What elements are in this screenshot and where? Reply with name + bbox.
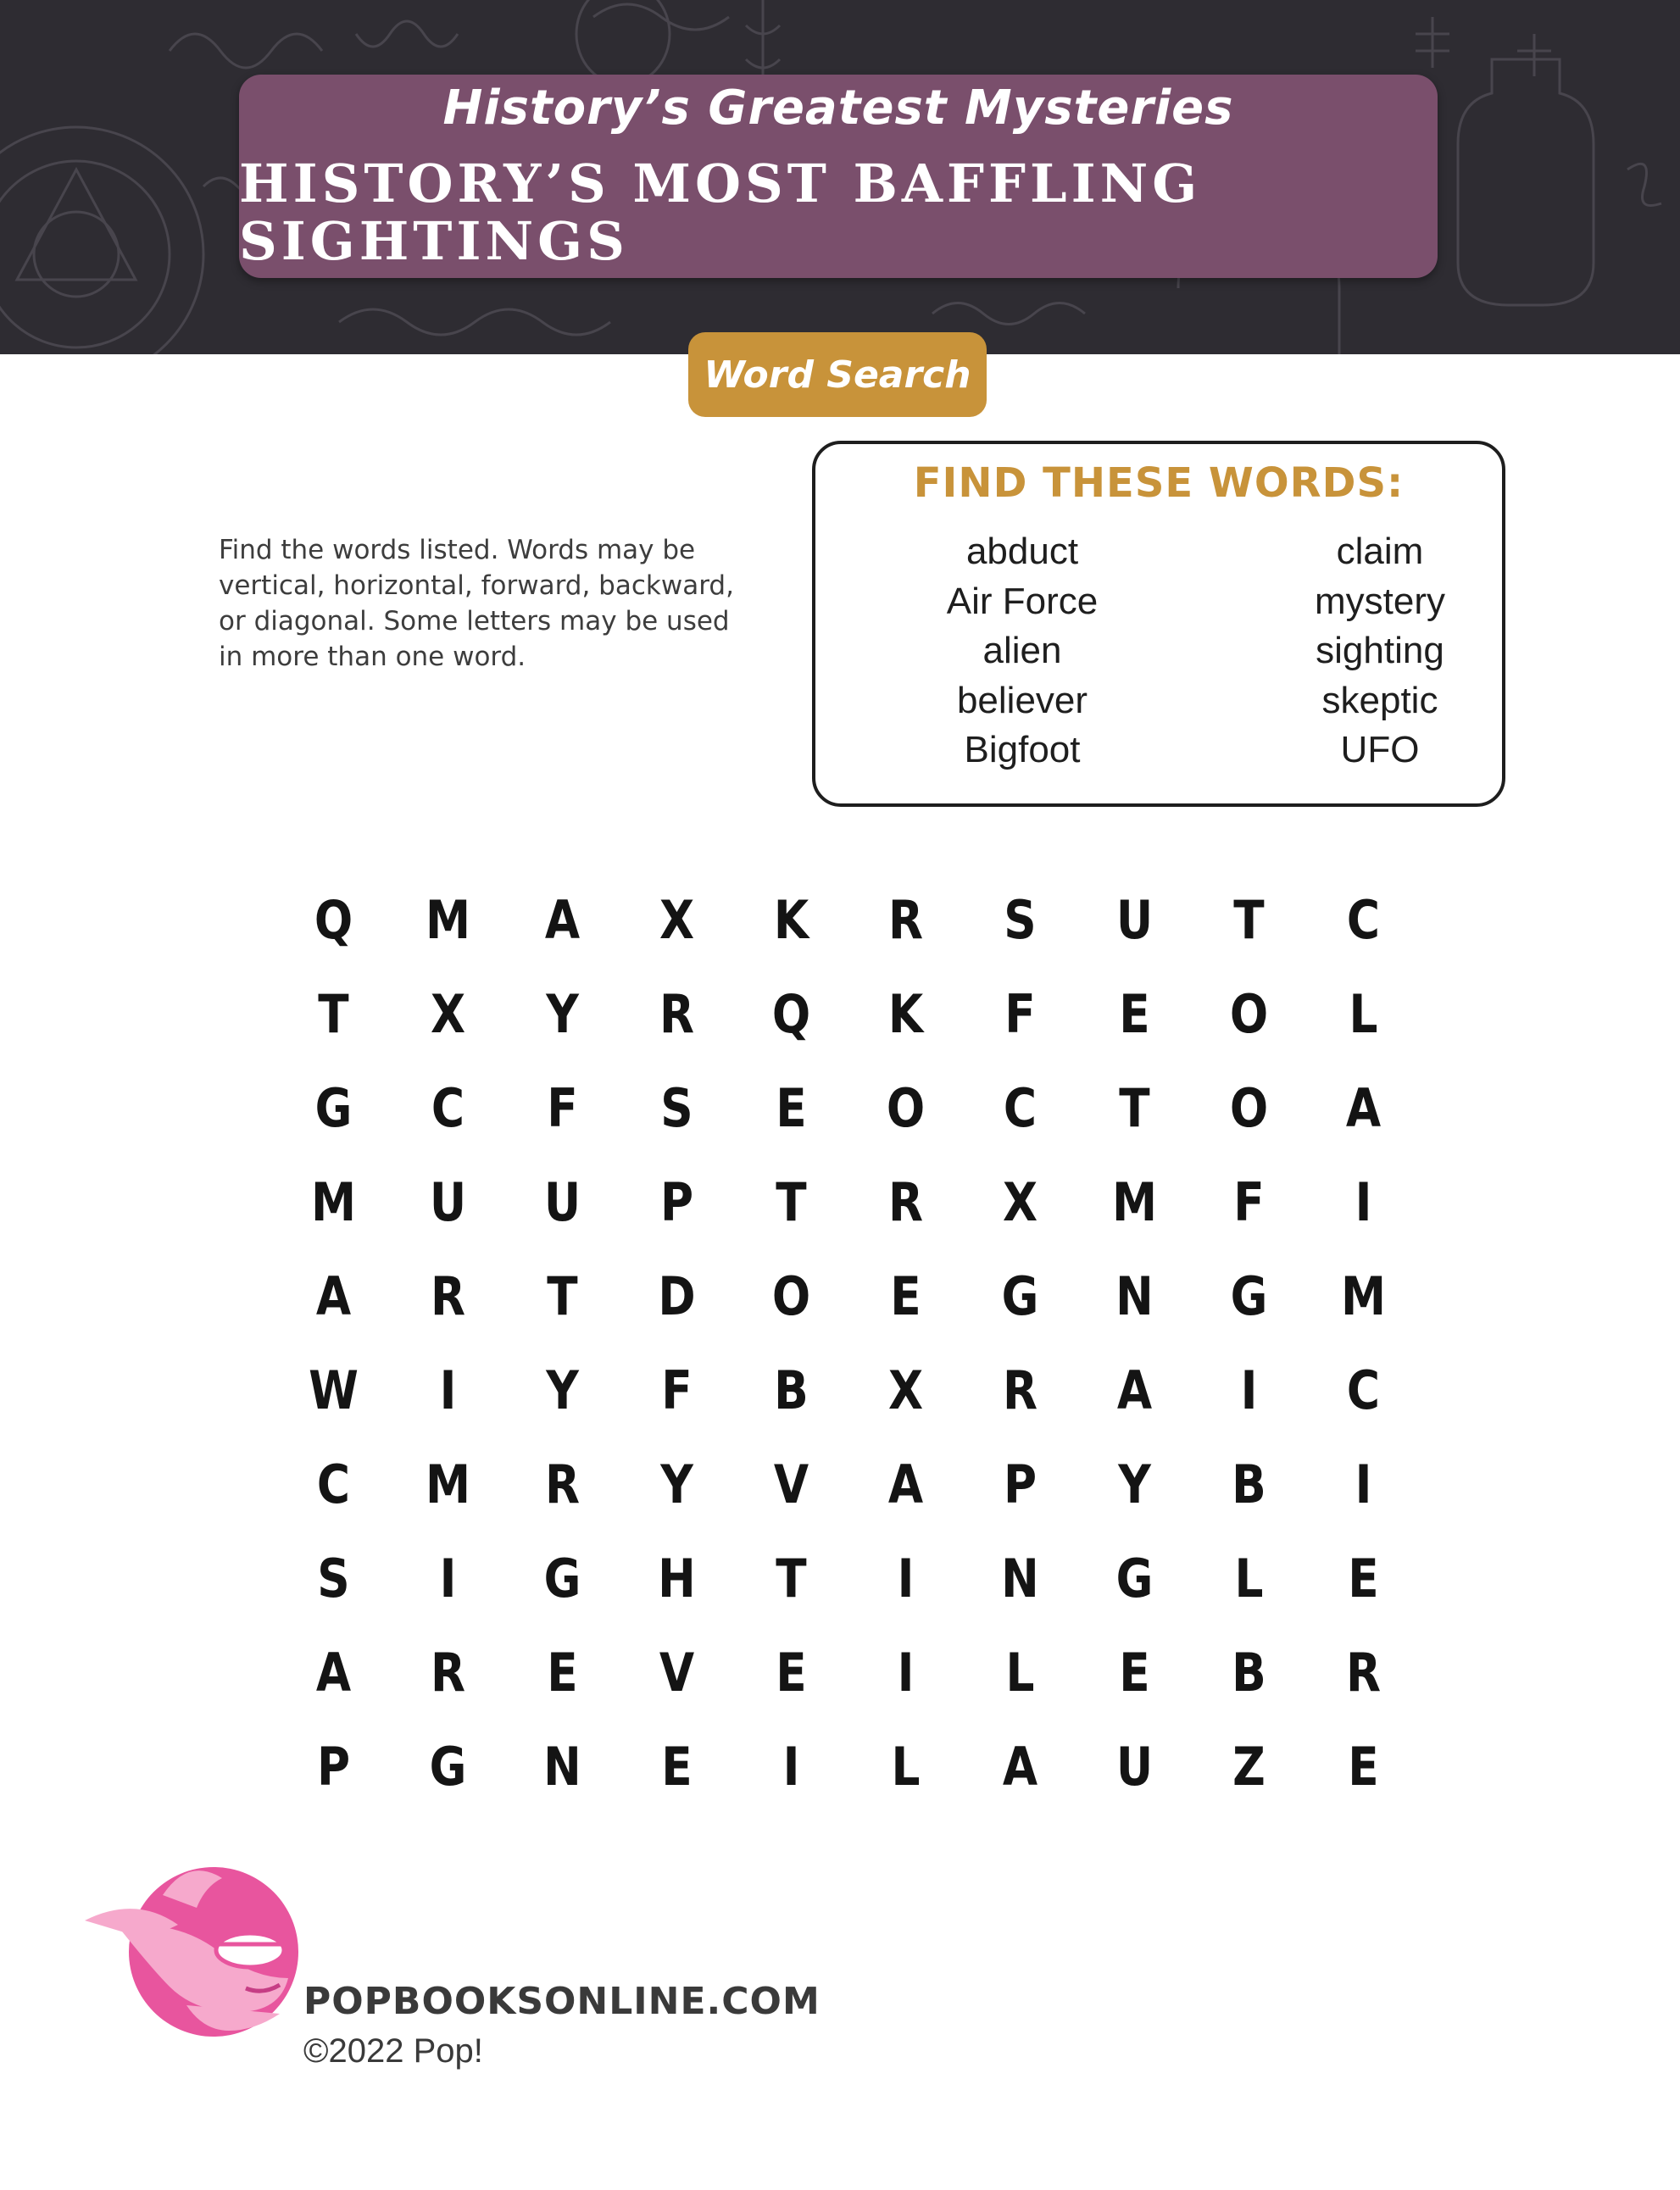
grid-letter[interactable]: E [661,1736,693,1798]
grid-letter[interactable]: T [318,983,349,1045]
grid-letter[interactable]: S [1004,889,1037,951]
grid-letter[interactable]: Q [314,889,353,951]
copyright-text: ©2022 Pop! [303,2032,483,2070]
word-list-right-column [1253,527,1507,775]
grid-letter[interactable]: S [317,1548,350,1609]
grid-letter[interactable]: P [659,1171,694,1233]
grid-letter[interactable]: E [776,1642,807,1704]
word-item: believer [956,679,1088,721]
word-item: mystery [1315,580,1445,622]
grid-letter[interactable]: U [1115,1736,1154,1798]
grid-letter[interactable]: I [782,1736,800,1798]
grid-letter[interactable]: A [315,1265,352,1327]
grid-letter[interactable]: A [1002,1736,1038,1798]
website-link[interactable]: POPBOOKSONLINE.COM [303,1980,821,2023]
grid-letter[interactable]: Y [1118,1454,1151,1515]
activity-label: Word Search [688,332,987,417]
grid-letter[interactable]: E [547,1642,578,1704]
grid-letter[interactable]: O [1229,983,1269,1045]
grid-letter[interactable]: E [1348,1736,1379,1798]
grid-letter[interactable]: R [430,1265,466,1327]
word-item: alien [982,630,1062,671]
grid-letter[interactable]: I [1240,1359,1258,1421]
grid-letter[interactable]: D [658,1265,696,1327]
grid-letter[interactable]: L [1349,983,1378,1045]
grid-letter[interactable]: I [897,1548,915,1609]
grid-letter[interactable]: C [1003,1077,1037,1139]
grid-letter[interactable]: M [425,1454,471,1515]
grid-letter[interactable]: G [1001,1265,1039,1327]
word-list-left-column [895,527,1149,775]
title-box [239,75,1438,278]
grid-letter[interactable]: U [1115,889,1154,951]
grid-letter[interactable]: A [1345,1077,1382,1139]
grid-letter[interactable]: Y [660,1454,693,1515]
series-title: History’s Greatest Mysteries [442,81,1234,136]
grid-letter[interactable]: M [1111,1171,1158,1233]
grid-letter[interactable]: X [887,1359,924,1421]
word-item: claim [1336,531,1424,572]
grid-letter[interactable]: T [776,1548,807,1609]
grid-letter[interactable]: M [425,889,471,951]
grid-letter[interactable]: V [773,1454,809,1515]
grid-letter[interactable]: N [1001,1548,1039,1609]
grid-letter[interactable]: Z [1232,1736,1266,1798]
word-item: abduct [965,531,1079,572]
grid-letter[interactable]: I [439,1548,457,1609]
grid-letter[interactable]: B [774,1359,809,1421]
grid-letter[interactable]: W [309,1359,359,1421]
grid-letter[interactable]: O [886,1077,926,1139]
grid-letter[interactable]: R [887,1171,924,1233]
grid-letter[interactable]: P [316,1736,351,1798]
grid-letter[interactable]: F [1004,983,1036,1045]
grid-letter[interactable]: E [1119,1642,1150,1704]
grid-letter[interactable]: U [543,1171,581,1233]
word-item: Bigfoot [964,729,1081,770]
grid-letter[interactable]: A [1116,1359,1153,1421]
grid-letter[interactable]: P [1003,1454,1037,1515]
grid-letter[interactable]: F [661,1359,693,1421]
pink-kangaroo-mascot-icon [85,1861,305,2039]
grid-letter[interactable]: N [1115,1265,1154,1327]
grid-letter[interactable]: A [544,889,581,951]
grid-letter[interactable]: H [658,1548,696,1609]
grid-letter[interactable]: R [887,889,924,951]
grid-letter[interactable]: C [431,1077,465,1139]
grid-letter[interactable]: C [1346,1359,1381,1421]
word-list-box [812,441,1505,807]
grid-letter[interactable]: B [1232,1454,1266,1515]
grid-letter[interactable]: K [887,983,924,1045]
grid-letter[interactable]: L [1234,1548,1264,1609]
grid-letter[interactable]: I [439,1359,457,1421]
grid-letter[interactable]: G [1115,1548,1154,1609]
word-list-title: FIND THESE WORDS: [913,459,1405,507]
grid-letter[interactable]: X [1002,1171,1038,1233]
word-item: skeptic [1321,679,1438,721]
grid-letter[interactable]: I [897,1642,915,1704]
grid-letter[interactable]: G [1230,1265,1268,1327]
grid-letter[interactable]: C [316,1454,351,1515]
grid-letter[interactable]: R [1002,1359,1038,1421]
grid-letter[interactable]: S [660,1077,693,1139]
grid-letter[interactable]: R [544,1454,581,1515]
grid-letter[interactable]: A [315,1642,352,1704]
grid-letter[interactable]: F [1233,1171,1265,1233]
grid-letter[interactable]: F [547,1077,578,1139]
instructions-text: Find the words listed. Words may be vertical, horizontal, forward, backward, or diagonal. Some letters may be used in more than one word. [219,535,734,672]
grid-letter[interactable]: A [887,1454,924,1515]
grid-letter[interactable]: G [429,1736,467,1798]
grid-letter[interactable]: O [771,1265,811,1327]
grid-letter[interactable]: L [891,1736,921,1798]
word-item: Air Force [946,580,1099,622]
grid-letter[interactable]: O [1229,1077,1269,1139]
grid-letter[interactable]: E [1119,983,1150,1045]
grid-letter[interactable]: E [890,1265,921,1327]
grid-letter[interactable]: I [1355,1171,1372,1233]
grid-letter[interactable]: T [1119,1077,1150,1139]
grid-letter[interactable]: E [1348,1548,1379,1609]
grid-letter[interactable]: I [1355,1454,1372,1515]
grid-letter[interactable]: M [1340,1265,1387,1327]
grid-letter[interactable]: V [659,1642,695,1704]
header-banner [0,0,1680,354]
grid-letter[interactable]: Y [546,1359,579,1421]
grid-letter[interactable]: X [430,983,466,1045]
grid-letter[interactable]: K [773,889,809,951]
grid-letter[interactable]: G [314,1077,353,1139]
book-title: HISTORY’S MOST BAFFLING SIGHTINGS [239,152,1202,272]
grid-letter[interactable]: T [547,1265,578,1327]
grid-letter[interactable]: X [659,889,695,951]
grid-letter[interactable]: R [1345,1642,1382,1704]
grid-letter[interactable]: C [1346,889,1381,951]
word-item: UFO [1340,729,1420,770]
grid-letter[interactable]: G [543,1548,581,1609]
grid-letter[interactable]: T [776,1171,807,1233]
grid-letter[interactable]: R [430,1642,466,1704]
grid-letter[interactable]: L [1005,1642,1035,1704]
word-item: sighting [1316,630,1444,671]
grid-letter[interactable]: U [429,1171,467,1233]
grid-letter[interactable]: N [543,1736,581,1798]
grid-letter[interactable]: Y [546,983,579,1045]
grid-letter[interactable]: T [1233,889,1265,951]
grid-letter[interactable]: B [1232,1642,1266,1704]
grid-letter[interactable]: Q [771,983,811,1045]
word-search-grid [276,873,1387,1814]
grid-letter[interactable]: M [310,1171,357,1233]
grid-letter[interactable]: E [776,1077,807,1139]
grid-letter[interactable]: R [659,983,695,1045]
